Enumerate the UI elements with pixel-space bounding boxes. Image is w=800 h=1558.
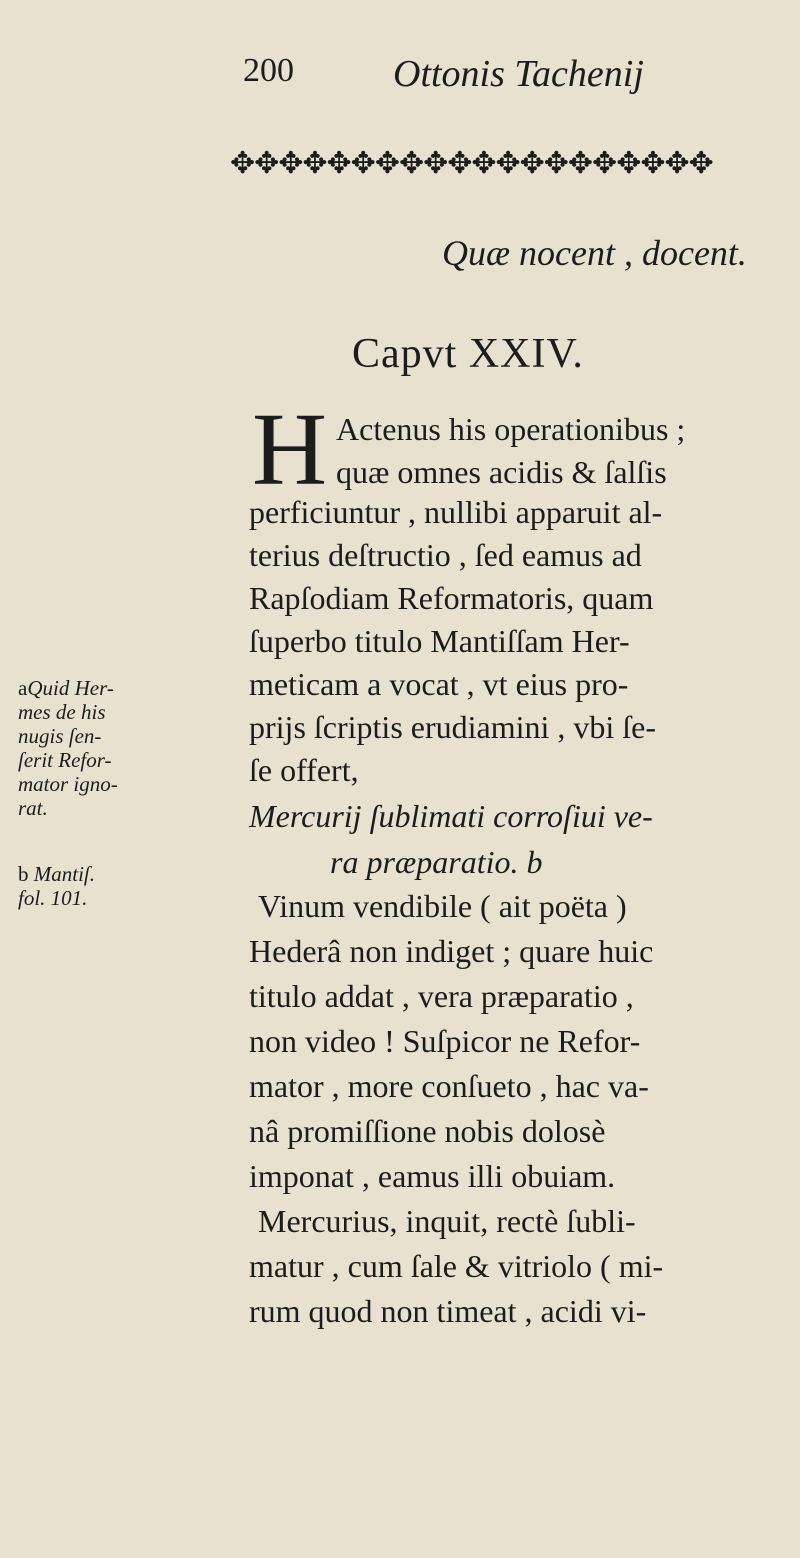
body-line-21: rum quod non timeat , acidi vi- (249, 1293, 647, 1329)
body-line-15: non video ! Suſpicor ne Refor- (249, 1023, 641, 1059)
drop-cap: H (252, 392, 328, 507)
margin-note-line: mator igno- (18, 772, 118, 796)
margin-note-line: mes de his (18, 700, 106, 724)
body-line-12: Vinum vendibile ( ait poëta ) (258, 888, 627, 924)
margin-note-b (18, 862, 95, 910)
body-line-18: imponat , eamus illi obuiam. (249, 1158, 616, 1194)
margin-note-marker: b (18, 862, 29, 886)
body-line-13: Hederâ non indiget ; quare huic (249, 933, 654, 969)
body-line-14: titulo addat , vera præparatio , (249, 978, 634, 1014)
body-line-6: ſuperbo titulo Mantiſſam Her- (249, 623, 630, 659)
body-line-4: terius deſtructio , ſed eamus ad (249, 537, 642, 573)
margin-note-line: nugis ſen- (18, 724, 102, 748)
margin-note-line: rat. (18, 796, 48, 820)
body-line-1: Actenus his operationibus ; (336, 411, 686, 447)
body-line-8: prijs ſcriptis erudiamini , vbi ſe- (249, 709, 657, 745)
body-line-3: perficiuntur , nullibi apparuit al- (249, 494, 663, 530)
margin-note-line: Quid Her- (27, 676, 114, 700)
body-line-7: meticam a vocat , vt eius pro- (249, 666, 629, 702)
body-line-16: mator , more conſueto , hac va- (249, 1068, 649, 1104)
margin-note-marker: a (18, 676, 28, 700)
margin-note-line: fol. 101. (18, 886, 88, 910)
body-line-17: nâ promiſſione nobis dolosè (249, 1113, 606, 1149)
body-line-10: Mercurij ſublimati corroſiui ve- (249, 798, 653, 834)
body-line-11: ra præparatio. b (330, 844, 543, 880)
running-title: Ottonis Tachenij (393, 53, 644, 95)
body-line-20: matur , cum ſale & vitriolo ( mi- (249, 1248, 664, 1284)
body-line-9: ſe offert, (249, 752, 359, 788)
body-line-19: Mercurius, inquit, rectè ſubli- (258, 1203, 636, 1239)
page-number: 200 (243, 52, 294, 89)
ornament-band: ✥✥✥✥✥✥✥✥✥✥✥✥✥✥✥✥✥✥✥✥ (230, 147, 713, 180)
body-line-5: Rapſodiam Reformatoris, quam (249, 580, 654, 616)
running-head (0, 52, 800, 102)
motto: Quæ nocent , docent. (442, 233, 747, 273)
body-line-2: quæ omnes acidis & ſalſis (336, 454, 667, 490)
chapter-title: Capvt XXIV. (352, 331, 584, 377)
margin-note-a (18, 676, 118, 820)
margin-note-line: ſerit Refor- (18, 748, 112, 772)
margin-note-line: Mantiſ. (33, 862, 95, 886)
